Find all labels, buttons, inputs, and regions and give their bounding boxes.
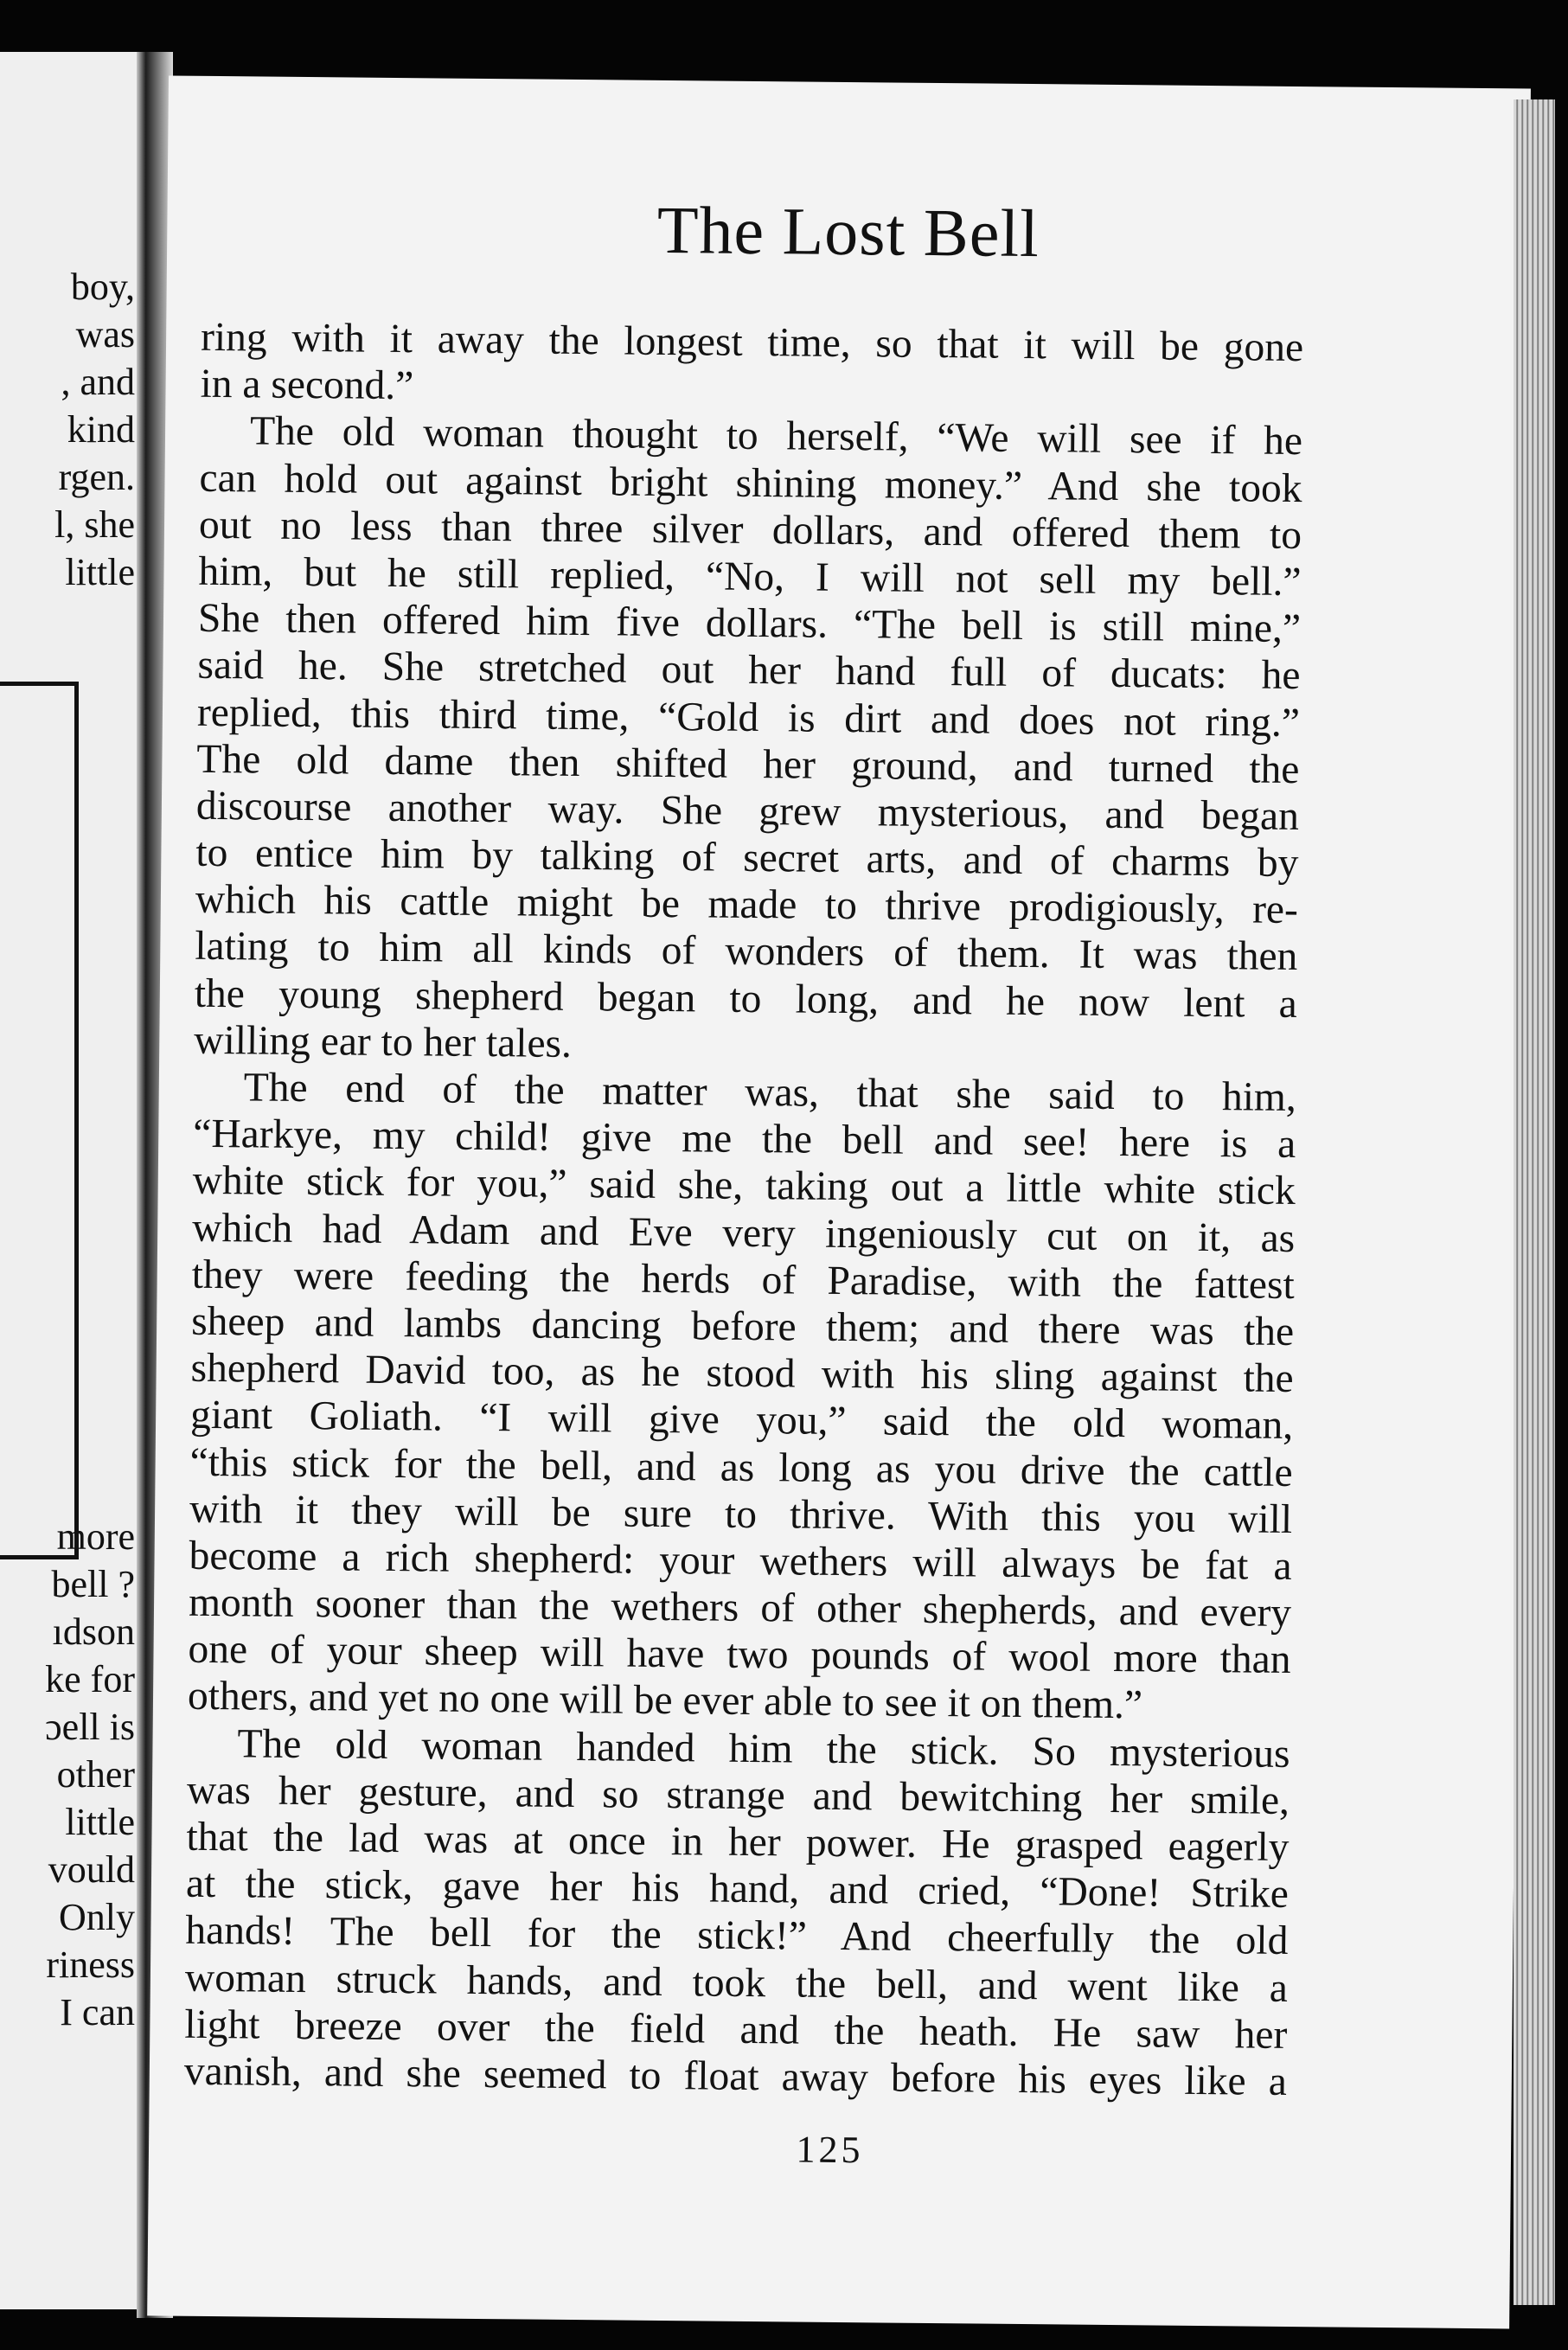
text-line: “Harkye, my child! give me the bell and see! here is a: [193, 1111, 1296, 1168]
text-line: with it they will be sure to thrive. With this you will: [189, 1486, 1293, 1542]
text-line: at the stick, gave her his hand, and cried, “Done! Strike: [185, 1860, 1290, 1918]
page-body-text: [184, 314, 1304, 2105]
left-page-line: ıdson: [52, 1610, 135, 1653]
left-page-line: kind: [67, 408, 135, 451]
text-line: vanish, and she seemed to float away before his eyes like a: [183, 2048, 1288, 2104]
left-page-line: was: [75, 313, 135, 355]
text-line: shepherd David too, as he stood with his sling against the: [190, 1345, 1294, 1402]
text-line: woman struck hands, and took the bell, and went like a: [184, 1955, 1289, 2011]
text-line: month sooner than the wethers of other shepherds, and every: [188, 1579, 1292, 1636]
text-line: white stick for you,” said she, taking out a little white stick: [192, 1158, 1296, 1214]
text-line: light breeze over the field and the heath. He saw her: [184, 2001, 1288, 2058]
text-line: which his cattle might be made to thrive prodigiously, re-: [195, 877, 1299, 933]
text-line: ring with it away the longest time, so that it will be gone: [200, 314, 1304, 371]
text-line: can hold out against bright shining money.” And she took: [199, 455, 1302, 511]
text-line: “this stick for the bell, and as long as you drive the cattle: [189, 1439, 1293, 1495]
text-line: sheep and lambs dancing before them; and there was the: [190, 1298, 1295, 1354]
text-line: lating to him all kinds of wonders of them. It was then: [195, 924, 1298, 980]
text-line: which had Adam and Eve very ingeniously cut on it, as: [192, 1205, 1296, 1261]
text-line: She then offered him five dollars. “The bell is still mine,”: [197, 595, 1302, 652]
running-head: The Lost Bell: [656, 191, 1040, 272]
text-line: him, but he still replied, “No, I will not sell my bell.”: [198, 548, 1302, 605]
text-line: willing ear to her tales.: [194, 1017, 573, 1066]
left-page-line: l, she: [54, 503, 135, 546]
left-page-line: ɔell is: [45, 1706, 135, 1748]
left-page-line: riness: [46, 1943, 135, 1986]
left-page-line: , and: [61, 361, 135, 403]
text-line: The old dame then shifted her ground, and turned the: [196, 736, 1300, 792]
text-line: discourse another way. She grew mysterious, and began: [195, 783, 1300, 839]
page-edges: [1514, 99, 1555, 2305]
text-line: one of your sheep will have two pounds of wool more than: [188, 1626, 1291, 1683]
text-line: replied, this third time, “Gold is dirt and does not ring.”: [196, 689, 1301, 746]
text-line: The old woman thought to herself, “We will see if he: [249, 408, 1303, 464]
text-line: The end of the matter was, that she said to him,: [243, 1065, 1297, 1121]
left-page-line: little: [65, 1801, 135, 1843]
text-line: to entice him by talking of secret arts, and of charms by: [195, 829, 1299, 887]
text-line: that the lad was at once in her power. He grasped eagerly: [186, 1814, 1290, 1870]
text-line: others, and yet no one will be ever able to see it on them.”: [187, 1674, 1143, 1728]
text-line: giant Goliath. “I will give you,” said the old woman,: [189, 1393, 1294, 1449]
text-line: they were feeding the herds of Paradise, with the fattest: [191, 1252, 1295, 1308]
left-page-line: ke for: [45, 1658, 135, 1700]
left-page-line: little: [65, 551, 135, 593]
left-page-illustration-frame: [0, 682, 79, 1559]
text-line: out no less than three silver dollars, and offered them to: [198, 502, 1302, 558]
left-facing-page: [0, 52, 145, 2309]
left-page-line: rgen.: [58, 456, 135, 498]
page-number: 125: [796, 2128, 864, 2172]
left-page-line: more: [56, 1515, 135, 1558]
left-page-line: I can: [60, 1991, 135, 2033]
text-line: the young shepherd began to long, and he now lent a: [194, 970, 1298, 1027]
text-line: was her gesture, and so strange and bewitching her smile,: [186, 1767, 1290, 1823]
left-page-line: bell ?: [51, 1563, 135, 1605]
text-line: hands! The bell for the stick!” And cheerfully the old: [185, 1908, 1289, 1964]
book-page: [147, 75, 1531, 2328]
text-line: in a second.”: [200, 361, 414, 409]
left-page-line: Only: [59, 1896, 135, 1938]
text-line: The old woman handed him the stick. So mysterious: [237, 1720, 1290, 1777]
text-line: become a rich shepherd: your wethers will always be fat a: [189, 1533, 1292, 1589]
left-page-line: boy,: [70, 266, 135, 308]
text-line: said he. She stretched out her hand full of ducats: he: [197, 643, 1301, 699]
left-page-line: other: [56, 1753, 135, 1796]
left-page-line: vould: [48, 1848, 135, 1891]
